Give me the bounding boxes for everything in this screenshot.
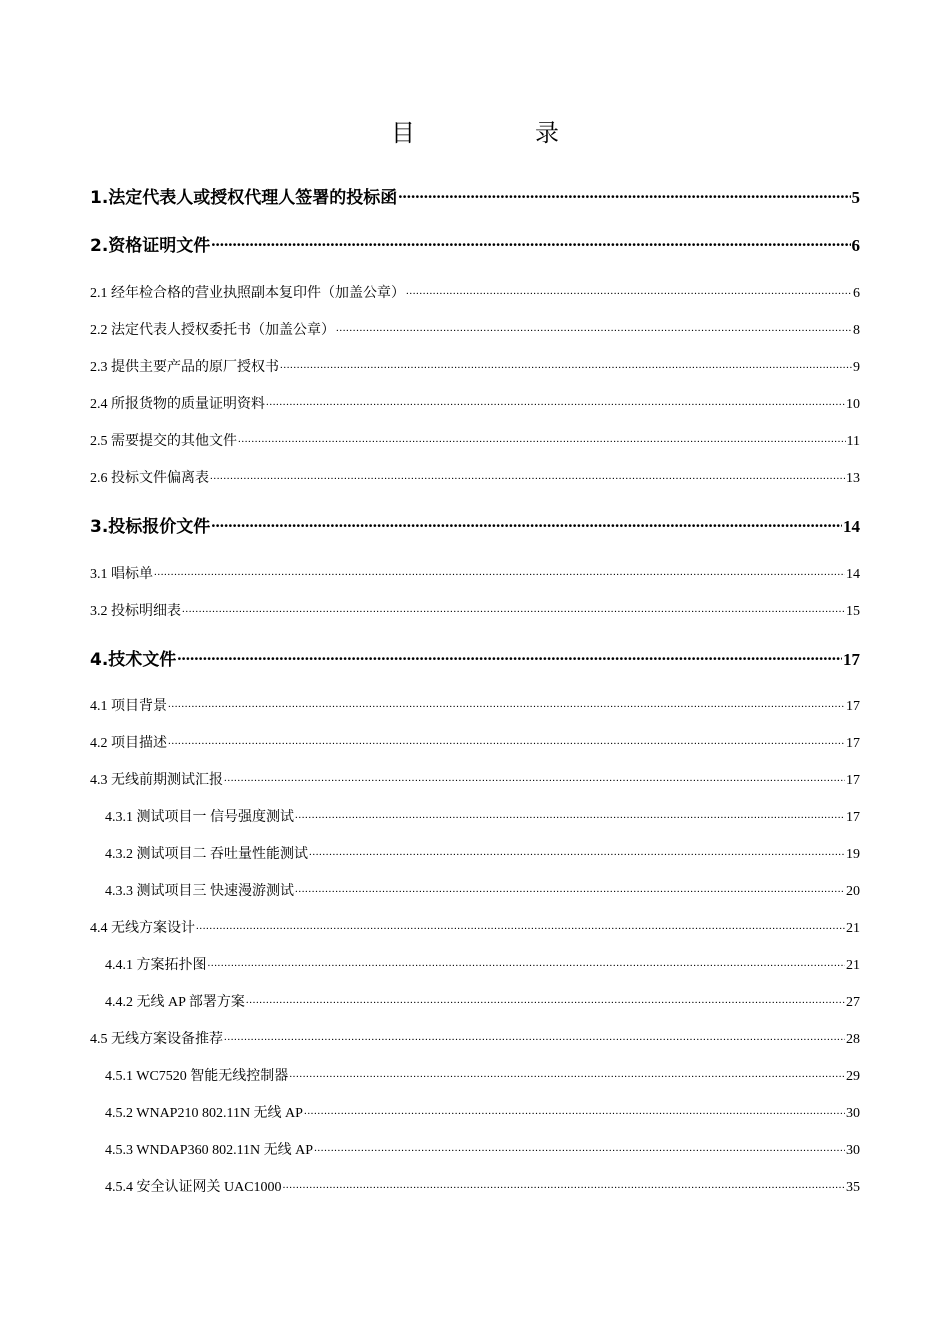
toc-entry[interactable] <box>90 282 860 302</box>
dot-leader <box>208 955 846 969</box>
toc-entry[interactable] <box>90 467 860 487</box>
toc-entry[interactable] <box>90 769 860 789</box>
toc-entry[interactable] <box>90 600 860 620</box>
toc-entry[interactable] <box>90 512 860 537</box>
toc-entry-page: 29 <box>846 1069 860 1084</box>
toc-entry-label: 2.1 经年检合格的营业执照副本复印件（加盖公章） <box>90 286 405 301</box>
toc-entry[interactable] <box>90 695 860 715</box>
toc-entry[interactable] <box>90 806 860 826</box>
toc-entry[interactable] <box>90 1139 860 1159</box>
toc-entry[interactable] <box>90 356 860 376</box>
toc-entry-label: 4.2 项目描述 <box>90 736 167 751</box>
dot-leader <box>336 320 852 334</box>
toc-entry-label: 4.5.3 WNDAP360 802.11N 无线 AP <box>105 1143 314 1158</box>
toc-entry-page: 35 <box>846 1180 860 1195</box>
toc-entry-label: 2.6 投标文件偏离表 <box>90 471 209 486</box>
toc-entry-label: 4.4.1 方案拓扑图 <box>105 958 207 973</box>
dot-leader <box>182 601 845 615</box>
dot-leader <box>224 1029 845 1043</box>
dot-leader <box>314 1140 845 1154</box>
page-title: 目 录 <box>391 119 607 147</box>
dot-leader <box>246 992 845 1006</box>
toc-entry-label: 4.4.2 无线 AP 部署方案 <box>105 995 245 1010</box>
toc-entry-label: 4.4 无线方案设计 <box>90 921 195 936</box>
dot-leader <box>224 770 845 784</box>
toc-entry-page: 28 <box>846 1032 860 1047</box>
toc-entry-page: 13 <box>846 471 860 486</box>
dot-leader <box>280 357 852 371</box>
toc-entry-label: 4.1 项目背景 <box>90 699 167 714</box>
toc-entry-label: 2.5 需要提交的其他文件 <box>90 434 237 449</box>
dot-leader <box>304 1103 845 1117</box>
toc-entry-label: 2.4 所报货物的质量证明资料 <box>90 397 265 412</box>
toc-entry-label: 4.3.1 测试项目一 信号强度测试 <box>105 810 294 825</box>
toc-entry-page: 10 <box>846 397 860 412</box>
dot-leader <box>398 186 850 203</box>
toc-entry-page: 15 <box>846 604 860 619</box>
dot-leader <box>196 918 845 932</box>
toc-entry-page: 20 <box>846 884 860 899</box>
dot-leader <box>266 394 845 408</box>
toc-entry-page: 19 <box>846 847 860 862</box>
toc-entry-label: 3.2 投标明细表 <box>90 604 181 619</box>
dot-leader <box>211 234 850 251</box>
toc-entry-label: 4.5.2 WNAP210 802.11N 无线 AP <box>105 1106 303 1121</box>
toc-entry[interactable] <box>90 1028 860 1048</box>
toc-entry-label: 4.3.2 测试项目二 吞吐量性能测试 <box>105 847 308 862</box>
toc-entry[interactable] <box>90 645 860 670</box>
toc-entry-page: 27 <box>846 995 860 1010</box>
dot-leader <box>211 515 842 532</box>
dot-leader <box>289 1066 845 1080</box>
toc-entry-page: 11 <box>846 434 860 449</box>
toc-entry[interactable] <box>90 843 860 863</box>
toc-entry[interactable] <box>90 430 860 450</box>
toc-entry-label: 4.5 无线方案设备推荐 <box>90 1032 223 1047</box>
dot-leader <box>406 283 852 297</box>
toc-entry-page: 17 <box>846 736 860 751</box>
toc-entry[interactable] <box>90 393 860 413</box>
toc-entry-page: 30 <box>846 1106 860 1121</box>
dot-leader <box>168 696 845 710</box>
toc-entry[interactable] <box>90 1065 860 1085</box>
toc-entry-page: 21 <box>846 921 860 936</box>
toc-entry[interactable] <box>90 732 860 752</box>
toc-entry-label: 4.5.1 WC7520 智能无线控制器 <box>105 1069 289 1084</box>
toc-entry[interactable] <box>90 319 860 339</box>
toc-entry-label: 2.3 提供主要产品的原厂授权书 <box>90 360 279 375</box>
toc-entry[interactable] <box>90 954 860 974</box>
toc-entry[interactable] <box>90 880 860 900</box>
toc-entry-page: 6 <box>851 236 860 255</box>
toc-entry-label: 3.1 唱标单 <box>90 567 153 582</box>
toc-entry-label: 3.投标报价文件 <box>90 517 211 537</box>
toc-entry[interactable] <box>90 917 860 937</box>
toc-entry-page: 17 <box>843 650 860 669</box>
dot-leader <box>154 564 845 578</box>
toc-entry[interactable] <box>90 1102 860 1122</box>
toc-entry-page: 30 <box>846 1143 860 1158</box>
toc-entry-label: 4.技术文件 <box>90 650 177 670</box>
toc-entry-label: 2.2 法定代表人授权委托书（加盖公章） <box>90 323 335 338</box>
toc-entry-page: 6 <box>853 286 860 301</box>
toc-entry-page: 9 <box>853 360 860 375</box>
dot-leader <box>309 844 845 858</box>
toc-entry[interactable] <box>90 183 860 208</box>
toc-entry-label: 4.3.3 测试项目三 快速漫游测试 <box>105 884 294 899</box>
toc-entry-label: 4.5.4 安全认证网关 UAC1000 <box>105 1180 282 1195</box>
toc-entry-label: 2.资格证明文件 <box>90 236 211 256</box>
dot-leader <box>238 431 846 445</box>
toc-entry[interactable] <box>90 991 860 1011</box>
dot-leader <box>177 648 842 665</box>
toc-entry[interactable] <box>90 1176 860 1196</box>
dot-leader <box>210 468 845 482</box>
dot-leader <box>295 807 845 821</box>
toc-entry-page: 21 <box>846 958 860 973</box>
toc-entry-page: 8 <box>853 323 860 338</box>
dot-leader <box>283 1177 845 1191</box>
dot-leader <box>168 733 845 747</box>
toc-entry[interactable] <box>90 231 860 256</box>
toc-entry[interactable] <box>90 563 860 583</box>
toc-entry-page: 17 <box>846 699 860 714</box>
toc-entry-label: 1.法定代表人或授权代理人签署的投标函 <box>90 188 398 208</box>
toc-entry-page: 5 <box>851 188 860 207</box>
toc-entry-page: 14 <box>843 517 860 536</box>
toc-entry-page: 17 <box>846 810 860 825</box>
toc-entry-page: 14 <box>846 567 860 582</box>
toc-entry-page: 17 <box>846 773 860 788</box>
toc-entry-label: 4.3 无线前期测试汇报 <box>90 773 223 788</box>
dot-leader <box>295 881 845 895</box>
